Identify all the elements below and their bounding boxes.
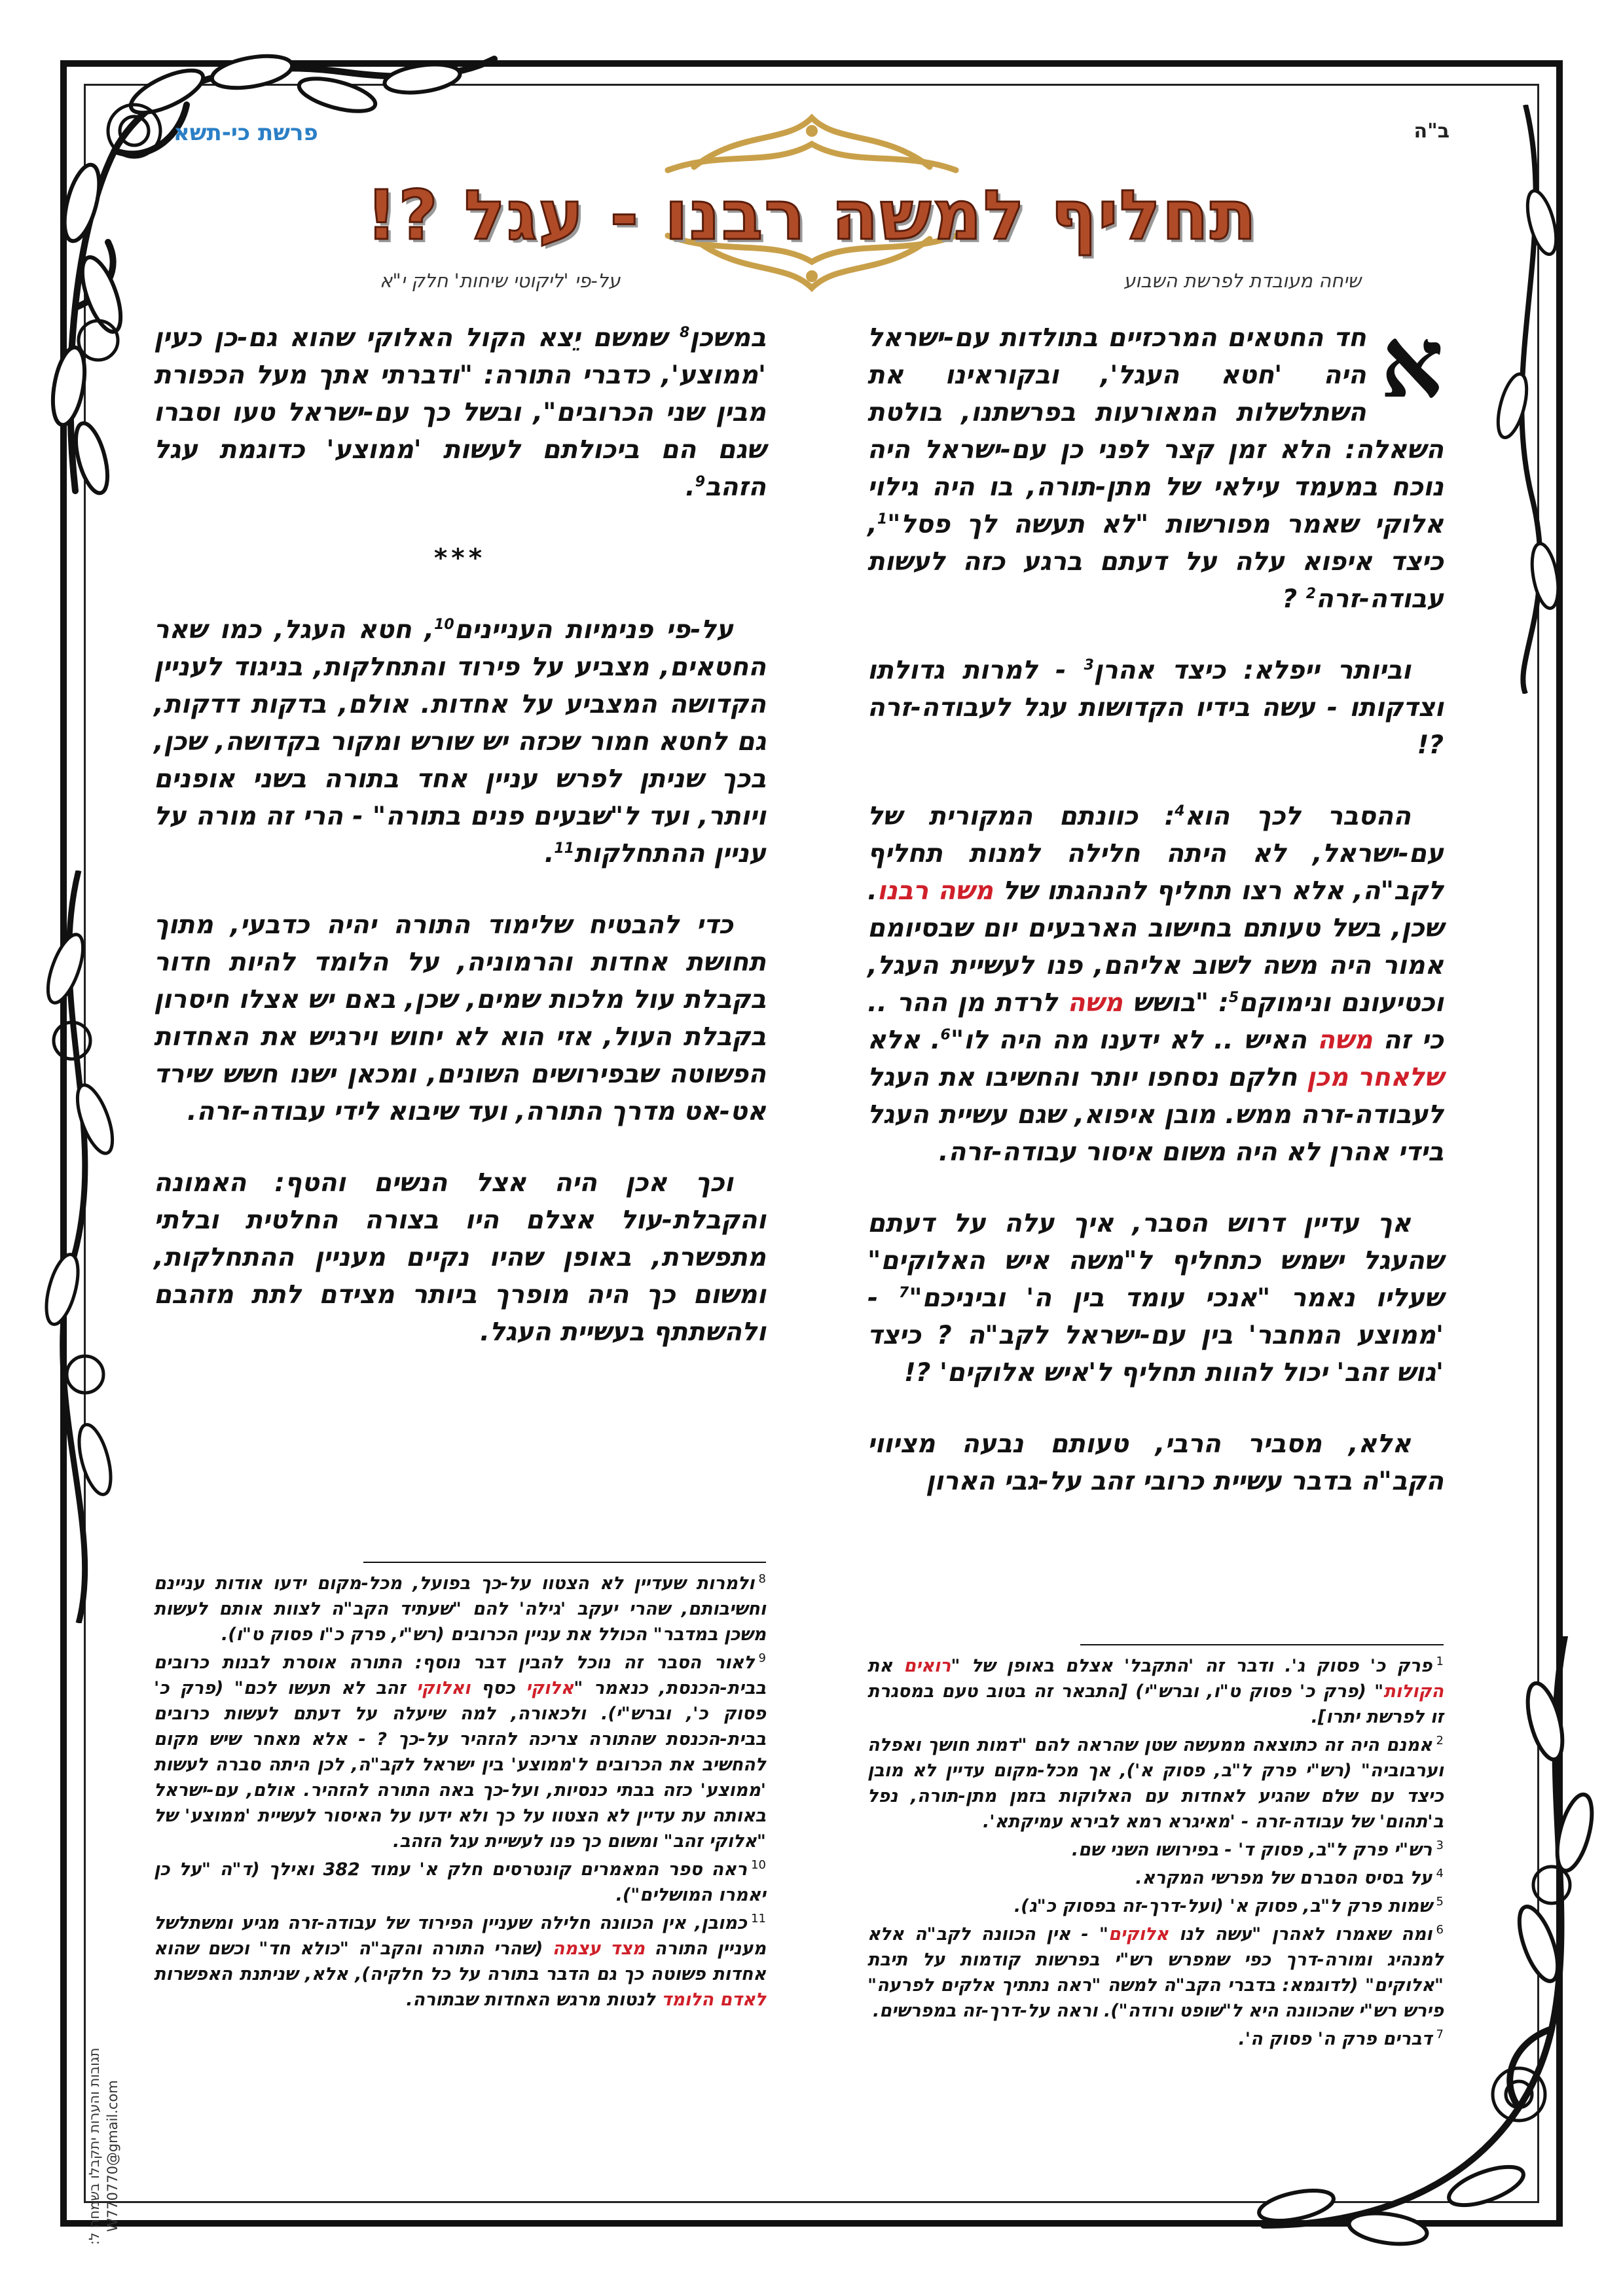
side-note-line-1: תגובות והערות יתקבלו בשמחה ל: <box>86 2047 102 2245</box>
footnote-4: $^4$על בסיס הסברם של מפרשי המקרא. <box>1135 1867 1444 1888</box>
footnote-ref-4[interactable]: 4 <box>1175 803 1185 819</box>
footnote-ref-8[interactable]: 8 <box>680 325 690 341</box>
footnote-ref-1[interactable]: 1 <box>877 511 888 528</box>
right-paragraph-5: אלא, מסביר הרבי, טעותם נבעה מציווי הקב"ה בדבר עשיית כרובי זהב על-גבי הארון <box>867 1429 1444 1496</box>
left-paragraph-1: במשכן$^8$ שמשם יֵצא הקול האלוקי שהוא גם-כן כעין 'ממוצע', כדברי התורה: "ודברתי אתך מעל הכפורת מבין שני הכרובים", ובשל כך עם-ישראל טעו וסברו שגם הם ביכולתם לעשות 'ממוצע' כדוגמת עגל הזהב$^9$. <box>154 323 766 502</box>
side-contact-note <box>86 1813 120 2271</box>
right-text-column <box>867 305 1444 1534</box>
footnote-divider-left <box>363 1562 766 1563</box>
bh-label: ב"ה <box>1413 120 1450 143</box>
page-title: תחליף למשה רבנו - עגל ?! <box>365 175 1258 255</box>
right-side-vine-ornament <box>1486 105 1571 694</box>
footnote-ref-6[interactable]: 6 <box>940 1027 951 1043</box>
footnote-2: $^2$אמנם היה זה כתוצאה ממעשה שטן שהראה להם "דמות חושך ואפלה וערבוביה" (רש"י פרק ל"ב, פסוק א'), אך מכל-מקום עדיין לא מובן כיצד עם שלם שהגיע לאחדות עם האלוקות בזמן מתן-תורה, נפל ב'תהום' של עבודה-זרה - 'מאיגרא רמא לבירא עמיקתא'. <box>867 1734 1444 1832</box>
footnote-ref-7[interactable]: 7 <box>898 1285 909 1301</box>
highlight-moshe-1: משה <box>1067 988 1123 1018</box>
footnote-1: $^1$פרק כ' פסוק ג'. ודבר זה 'התקבל' אצלם באופן של "רואים את הקולות" (פרק כ' פסוק ט"ו, וברש"י) [התבאר זה בטוב טעם במסגרת זו לפרשת יתרו]. <box>867 1655 1444 1727</box>
footnote-6: $^6$ומה שאמרו לאהרן "עשה לנו אלוקים" - אין הכוונה לקב"ה אלא למנהיג ומורה-דרך כפי שמפרש רש"י בפרשות קודמות על תיבת "אלוקים" (לדוגמא: בדברי הקב"ה למשה "ראה נתתיך אלקים לפרעה" פירש רש"י שהכוונה היא ל"שופט ורודה"). וראה על-דרך-זה במפרשים. <box>867 1923 1444 2021</box>
left-text-column <box>154 319 766 1385</box>
footnote-ref-3[interactable]: 3 <box>1084 657 1094 673</box>
footnote-11: $^{11}$כמובן, אין הכוונה חלילה שעניין הפירוד של עבודה-זרה מגיע ומשתלשל מעניין התורה מצד עצמה (שהרי התורה והקב"ה "כולא חד" וכשם שהוא אחדות פשוטה כך גם הדבר בתורה על כל חלקיה), אלא, שניתנת האפשרות לאדם הלומד לנטות מרגש האחדות שבתורה. <box>154 1912 766 2010</box>
right-paragraph-1: א חד החטאים המרכזיים בתולדות עם-ישראל היה 'חטא העגל', ובקוראינו את השתלשלות המאורעות בפרשתנו, בולטת השאלה: הלא זמן קצר לפני כן עם-ישראל היה נוכח במעמד עילאי של מתן-תורה, בו היה גילוי אלוקי שאמר מפורשות "לא תעשה לך פסל"$^1$, כיצד איפוא עלה על דעתם ברגע כזה לעשות עבודה-זרה$^2$ ? <box>867 305 1444 614</box>
left-side-vine-ornament <box>33 870 124 1623</box>
highlight-afterwards: שלאחר מכן <box>1306 1063 1444 1092</box>
footnote-ref-2[interactable]: 2 <box>1305 586 1317 602</box>
subtitle-right: שיחה מעובדת לפרשת השבוע <box>1123 270 1361 292</box>
footnote-10: $^{10}$ראה ספר המאמרים קונטרסים חלק א' עמוד 382 ואילך (ד"ה "על כן יאמרו המושלים"). <box>154 1858 766 1905</box>
highlight-moshe-rabbenu: משה רבנו <box>877 876 993 906</box>
footnote-ref-5[interactable]: 5 <box>1228 990 1239 1006</box>
footnote-9: $^9$לאור הסבר זה נוכל להבין דבר נוסף: התורה אוסרת לבנות כרובים בבית-הכנסת, כנאמר "אלוקי כסף ואלוקי זהב לא תעשו לכם" (פרק כ' פסוק כ', וברש"י). ולכאורה, למה שיעלה על דעתם לעשות כרובים בבית-הכנסת שהתורה צריכה להזהיר על-כך ? - אלא מאחר שיש מקום להחשיב את הכרובים ל'ממוצע' בין ישראל לקב"ה, לכן היתה סברה לעשות 'ממוצע' כזה בבתי כנסיות, ועל-כך באה התורה להזהיר. אולם, עם-ישראל באותה עת עדיין לא הצטוו על כך ולא ידעו על האיסור לעשיית 'ממוצע' של "אלוקי זהב" ומשום כך פנו לעשיית עגל הזהב. <box>154 1651 766 1852</box>
right-paragraph-2: וביותר ייפלא: כיצד אהרן$^3$ - למרות גדולתו וצדקותו - עשה בידיו הקדושות עגל לעבודה-זרה ?! <box>867 656 1444 760</box>
contact-email[interactable]: W770770@gmail.com <box>105 2080 120 2232</box>
footnote-ref-9[interactable]: 9 <box>695 474 705 490</box>
highlight-moshe-2: משה <box>1317 1026 1373 1055</box>
left-paragraph-4: וכך אכן היה אצל הנשים והטף: האמונה והקבלת-עול אצלם היו בצורה החלטית ובלתי מתפשרת, באופן שהיו נקיים מעניין ההתחלקות, ומשום כך היה מופרך ביותר מצידם לתת מזהבם ולהשתתף בעשיית העגל. <box>154 1168 766 1347</box>
drop-cap-letter: א <box>1380 305 1444 420</box>
section-separator-stars: *** <box>433 544 486 573</box>
footnote-3: $^3$רש"י פרק ל"ב, פסוק ד' - בפירושו השני שם. <box>1071 1839 1444 1860</box>
left-paragraph-3: כדי להבטיח שלימוד התורה יהיה כדבעי, מתוך תחושת אחדות והרמוניה, על הלומד להיות חדור בקבלת עול מלכות שמים, שכן, באם יש אצלו חיסרון בקבלת העול, אזי הוא לא יחוש וירגיש את האחדות הפשוטה שבפירושים השונים, ומכאן ישנו חשש שירד אט-אט מדרך התורה, ועד שיבוא לידי עבודה-זרה. <box>154 910 766 1126</box>
subtitle-left: על-פי 'ליקוטי שיחות' חלק י"א <box>380 270 621 292</box>
footnote-ref-11[interactable]: 11 <box>554 840 575 857</box>
right-paragraph-3: ההסבר לכך הוא$^4$: כוונתם המקורית של עם-ישראל, לא היתה חלילה למנות תחליף לקב"ה, אלא רצו תחליף להנהגתו של משה רבנו. שכן, בשל טעותם בחישוב הארבעים יום שבסיומם אמור היה משה לשוב אליהם, פנו לעשיית העגל, וכטיעונם ונימוקם$^5$: "בושש משה לרדת מן ההר .. כי זה משה האיש .. לא ידענו מה היה לו"$^6$. אלא שלאחר מכן חלקם נסחפו יותר והחשיבו את העגל לעבודה-זרה ממש. מובן איפוא, שגם עשיית העגל בידי אהרן לא היה משום איסור עבודה-זרה. <box>867 802 1444 1167</box>
footnotes-right <box>867 1653 1444 2054</box>
right-paragraph-4: אך עדיין דרוש הסבר, איך עלה על דעתם שהעגל ישמש כתחליף ל"משה איש האלוקים" שעליו נאמר "אנכי עומד בין ה' וביניכם"$^7$ - 'ממוצע המחבר' בין עם-ישראל לקב"ה ? כיצד 'גוש זהב' יכול להוות תחליף ל'איש אלוקים' ?! <box>867 1209 1444 1388</box>
footnote-ref-10[interactable]: 10 <box>434 617 454 633</box>
footnote-8: $^8$ולמרות שעדיין לא הצטוו על-כך בפועל, מכל-מקום ידעו אודות עניינם וחשיבותם, שהרי יעקב 'גילה' להם "שעתיד הקב"ה לצוות אותם לעשות משכן במדבר" הכולל את עניין הכרובים (רש"י, פרק כ"ו פסוק ט"ו). <box>154 1572 766 1645</box>
footnote-divider-right <box>1080 1644 1444 1645</box>
parasha-label: פרשת כי-תשא <box>173 120 318 146</box>
footnotes-left <box>154 1571 766 2015</box>
footnote-5: $^5$שמות פרק ל"ב, פסוק א' (ועל-דרך-זה בפסוק כ"ג). <box>1013 1895 1444 1916</box>
left-paragraph-2: על-פי פנימיות העניינים$^{10}$, חטא העגל, כמו שאר החטאים, מצביע על פירוד והתחלקות, בניגוד לעניין הקדושה המצביע על אחדות. אולם, בדקות דדקות, גם לחטא חמור שכזה יש שורש ומקור בקדושה, שכן, בכך שניתן לפרש עניין אחד בתורה בשני אופנים ויותר, ועד ל"שבעים פנים בתורה" - הרי זה מורה על עניין ההתחלקות$^{11}$. <box>154 615 766 869</box>
footnote-7: $^7$דברים פרק ה' פסוק ה'. <box>1238 2028 1444 2049</box>
